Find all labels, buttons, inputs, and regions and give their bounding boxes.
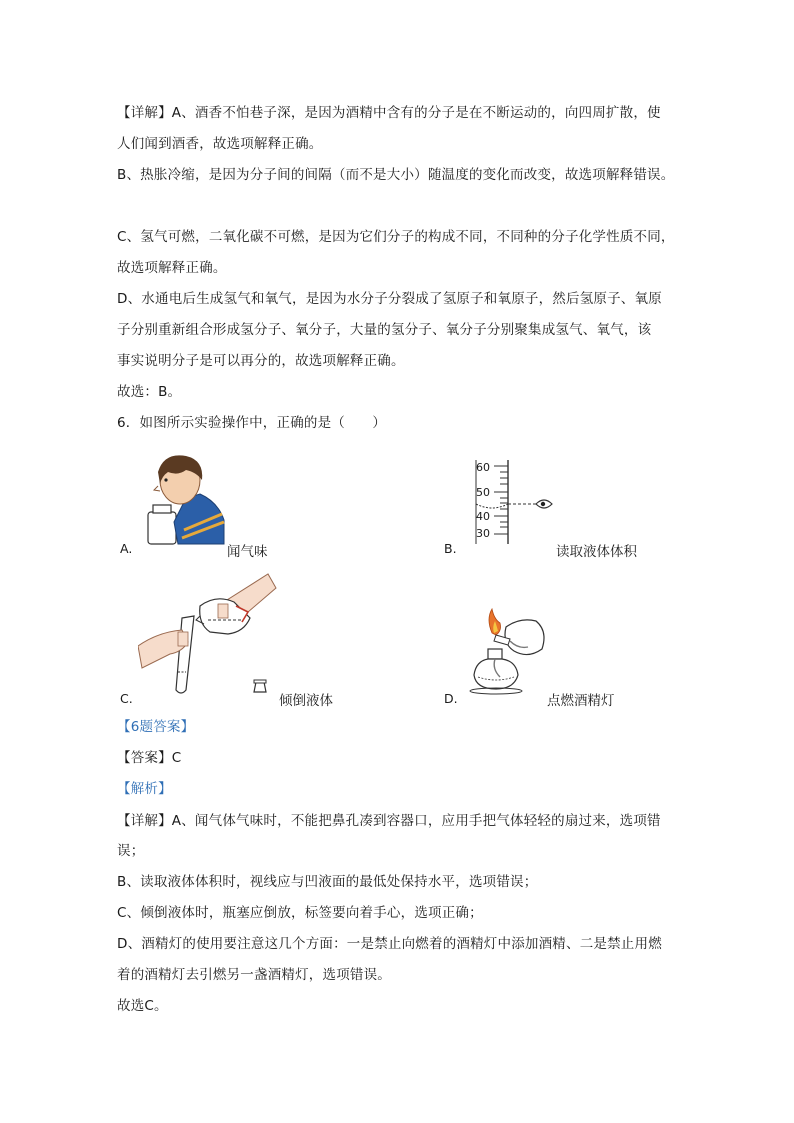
alcohol-lamp-figure bbox=[462, 605, 554, 697]
detail-line: 误； bbox=[117, 843, 145, 859]
smelling-gas-figure bbox=[138, 450, 230, 546]
tick-label-60: 60 bbox=[476, 461, 490, 474]
explanation-line: 事实说明分子是可以再分的，故选项解释正确。 bbox=[117, 353, 405, 369]
answer-choice-line: 故选C。 bbox=[117, 998, 168, 1014]
tick-label-30: 30 bbox=[476, 527, 490, 540]
detail-line: D、酒精灯的使用要注意这几个方面：一是禁止向燃着的酒精灯中添加酒精、二是禁止用燃 bbox=[117, 936, 662, 952]
option-a-caption: 闻气味 bbox=[227, 544, 268, 560]
option-c-letter: C. bbox=[120, 691, 133, 706]
detail-line: C、倾倒液体时，瓶塞应倒放，标签要向着手心，选项正确； bbox=[117, 905, 483, 921]
analysis-heading: 【解析】 bbox=[117, 781, 172, 797]
answer-choice-line: 故选：B。 bbox=[117, 384, 182, 400]
detail-line: 着的酒精灯去引燃另一盏酒精灯，选项错误。 bbox=[117, 967, 391, 983]
option-d-letter: D. bbox=[444, 691, 458, 706]
stopper-icon bbox=[251, 678, 269, 694]
option-c-caption: 倾倒液体 bbox=[279, 693, 333, 709]
tick-label-40: 40 bbox=[476, 510, 490, 523]
explanation-line: 故选项解释正确。 bbox=[117, 260, 227, 276]
answer-text: 【答案】C bbox=[117, 750, 182, 766]
detail-line: B、读取液体体积时，视线应与凹液面的最低处保持水平，选项错误； bbox=[117, 874, 538, 890]
option-b-letter: B. bbox=[444, 541, 457, 556]
option-a-letter: A. bbox=[120, 541, 133, 556]
explanation-line: 【详解】A、酒香不怕巷子深，是因为酒精中含有的分子是在不断运动的，向四周扩散，使 bbox=[117, 105, 661, 121]
option-d-caption: 点燃酒精灯 bbox=[547, 693, 615, 709]
tick-label-50: 50 bbox=[476, 486, 490, 499]
explanation-line: B、热胀冷缩，是因为分子间的间隔（而不是大小）随温度的变化而改变，故选项解释错误。 bbox=[117, 167, 675, 183]
explanation-line: C、氢气可燃，二氧化碳不可燃，是因为它们分子的构成不同，不同种的分子化学性质不同， bbox=[117, 229, 675, 245]
explanation-line: 子分别重新组合形成氢分子、氧分子，大量的氢分子、氧分子分别聚集成氢气、氧气，该 bbox=[117, 322, 652, 338]
option-b-caption: 读取液体体积 bbox=[556, 544, 637, 560]
question-stem: 6．如图所示实验操作中，正确的是（ ） bbox=[117, 415, 387, 431]
explanation-line: D、水通电后生成氢气和氧气，是因为水分子分裂成了氢原子和氧原子，然后氢原子、氧原 bbox=[117, 291, 662, 307]
detail-line: 【详解】A、闻气体气味时，不能把鼻孔凑到容器口，应用手把气体轻轻的扇过来，选项错 bbox=[117, 813, 661, 829]
answer-heading: 【6题答案】 bbox=[117, 719, 195, 735]
explanation-line: 人们闻到酒香，故选项解释正确。 bbox=[117, 136, 323, 152]
